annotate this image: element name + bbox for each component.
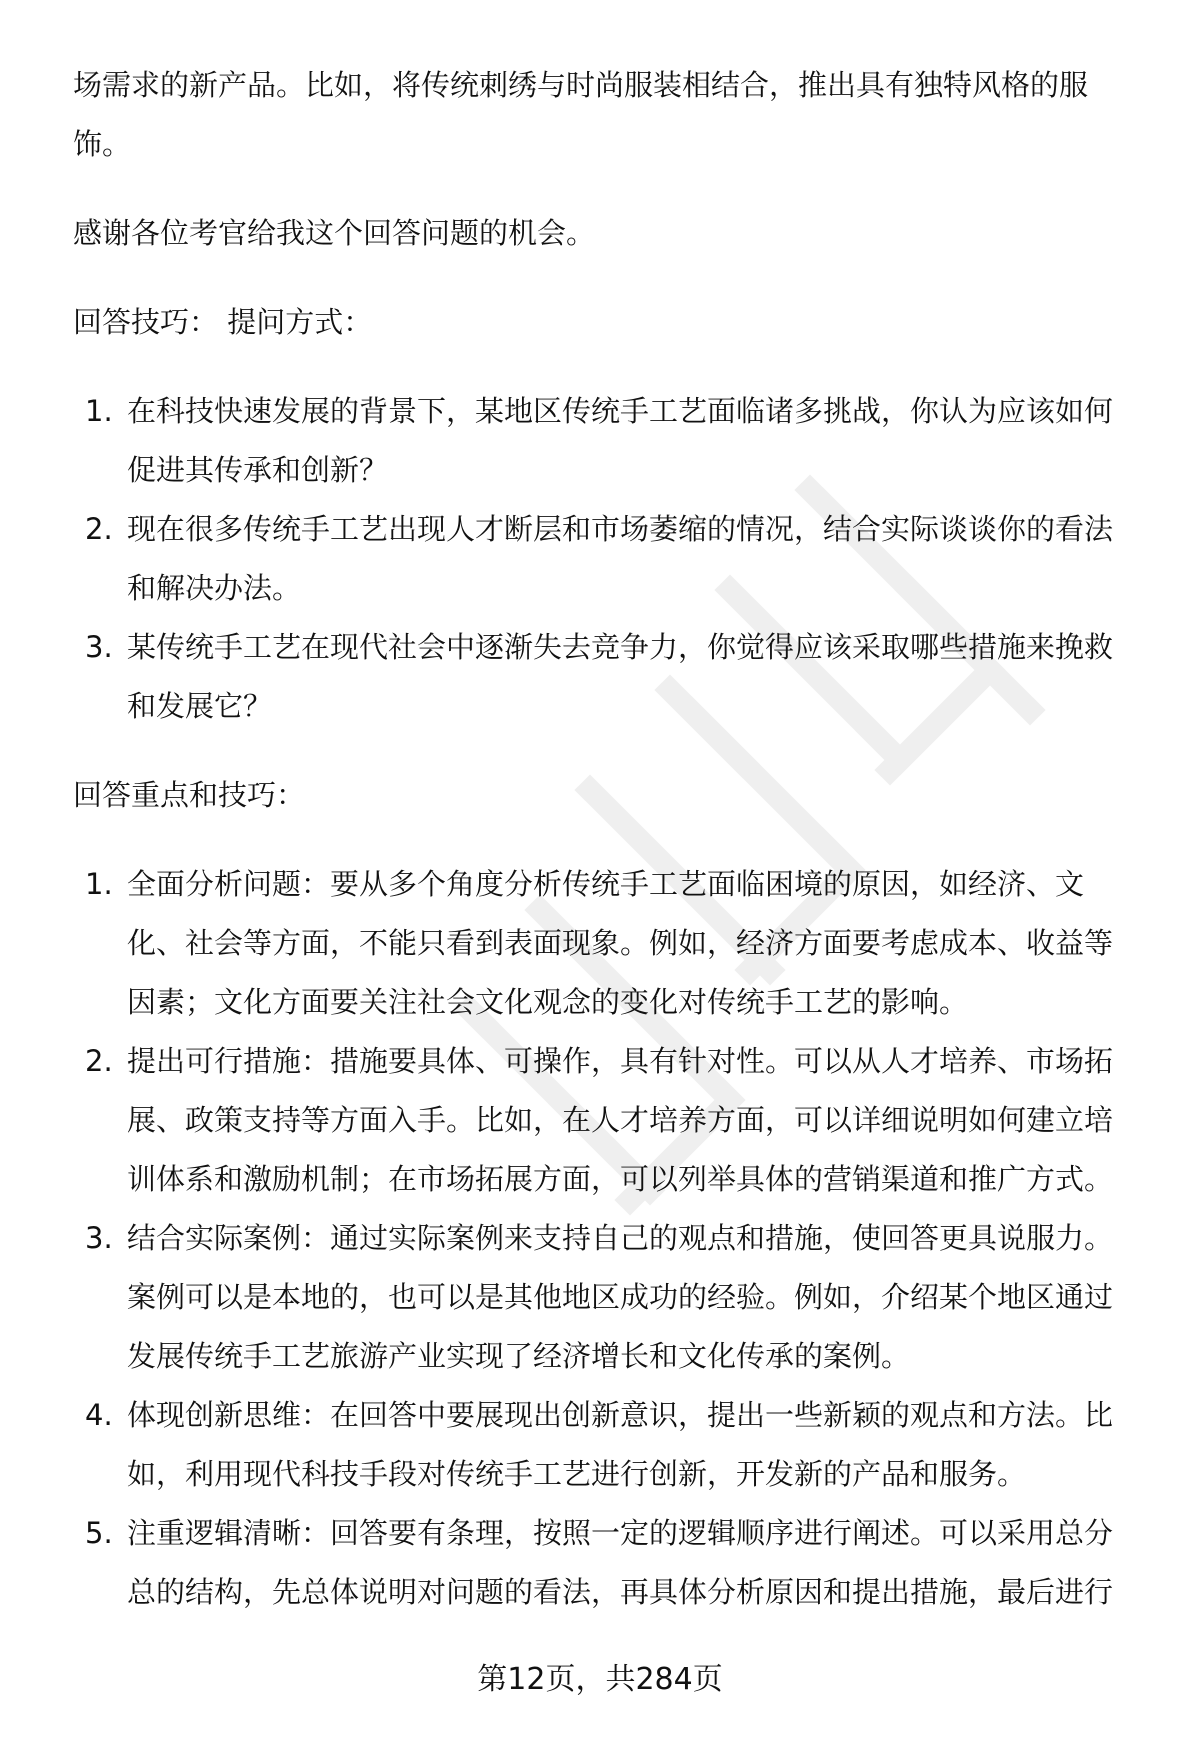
text-line: 注重逻辑清晰：回答要有条理，按照一定的逻辑顺序进行阐述。可以采用总分 (127, 1516, 1114, 1550)
numbered-list (73, 382, 1143, 736)
intro-paragraph (73, 56, 1143, 174)
text-line: 感谢各位考官给我这个回答问题的机会。 (73, 216, 596, 250)
numbered-list (73, 855, 1143, 1622)
list-number: 2. (85, 1044, 113, 1078)
list-item (73, 618, 1143, 736)
text-line: 结合实际案例：通过实际案例来支持自己的观点和措施，使回答更具说服力。 (127, 1221, 1114, 1255)
text-line: 和解决办法。 (127, 571, 302, 605)
list-item (73, 855, 1143, 1032)
text-line: 在科技快速发展的背景下，某地区传统手工艺面临诸多挑战，你认为应该如何 (127, 394, 1114, 428)
text-line: 训体系和激励机制；在市场拓展方面，可以列举具体的营销渠道和推广方式。 (127, 1162, 1114, 1196)
text-line: 总的结构，先总体说明对问题的看法，再具体分析原因和提出措施，最后进行 (127, 1575, 1114, 1609)
text-line: 全面分析问题：要从多个角度分析传统手工艺面临困境的原因，如经济、文 (127, 867, 1085, 901)
text-line: 促进其传承和创新？ (127, 453, 389, 487)
text-line: 某传统手工艺在现代社会中逐渐失去竞争力，你觉得应该采取哪些措施来挽救 (127, 630, 1114, 664)
list-number: 4. (85, 1398, 113, 1432)
list-number: 2. (85, 512, 113, 546)
text-line: 体现创新思维：在回答中要展现出创新意识，提出一些新颖的观点和方法。比 (127, 1398, 1114, 1432)
thanks-paragraph (73, 204, 1143, 263)
list-item (73, 500, 1143, 618)
list-item (73, 1209, 1143, 1386)
list-number: 3. (85, 1221, 113, 1255)
list-number: 3. (85, 630, 113, 664)
section-heading: 回答重点和技巧： (73, 778, 306, 812)
text-line: 案例可以是本地的，也可以是其他地区成功的经验。例如，介绍某个地区通过 (127, 1280, 1114, 1314)
text-line: 如，利用现代科技手段对传统手工艺进行创新，开发新的产品和服务。 (127, 1457, 1027, 1491)
text-line: 饰。 (73, 127, 132, 161)
text-line: 场需求的新产品。比如，将传统刺绣与时尚服装相结合，推出具有独特风格的服 (73, 68, 1089, 102)
section-heading: 回答技巧： 提问方式： (73, 305, 373, 339)
text-line: 现在很多传统手工艺出现人才断层和市场萎缩的情况，结合实际谈谈你的看法 (127, 512, 1114, 546)
list-item (73, 382, 1143, 500)
text-line: 因素；文化方面要关注社会文化观念的变化对传统手工艺的影响。 (127, 985, 969, 1019)
list-number: 1. (85, 394, 113, 428)
page-number: 第12页，共284页 (477, 1662, 723, 1697)
text-line: 发展传统手工艺旅游产业实现了经济增长和文化传承的案例。 (127, 1339, 911, 1373)
list-item (73, 1504, 1143, 1622)
list-item (73, 1032, 1143, 1209)
text-line: 化、社会等方面，不能只看到表面现象。例如，经济方面要考虑成本、收益等 (127, 926, 1114, 960)
text-line: 和发展它？ (127, 689, 273, 723)
list-number: 1. (85, 867, 113, 901)
list-number: 5. (85, 1516, 113, 1550)
document-body (73, 56, 1143, 1652)
text-line: 提出可行措施：措施要具体、可操作，具有针对性。可以从人才培养、市场拓 (127, 1044, 1114, 1078)
text-line: 展、政策支持等方面入手。比如，在人才培养方面，可以详细说明如何建立培 (127, 1103, 1114, 1137)
list-item (73, 1386, 1143, 1504)
